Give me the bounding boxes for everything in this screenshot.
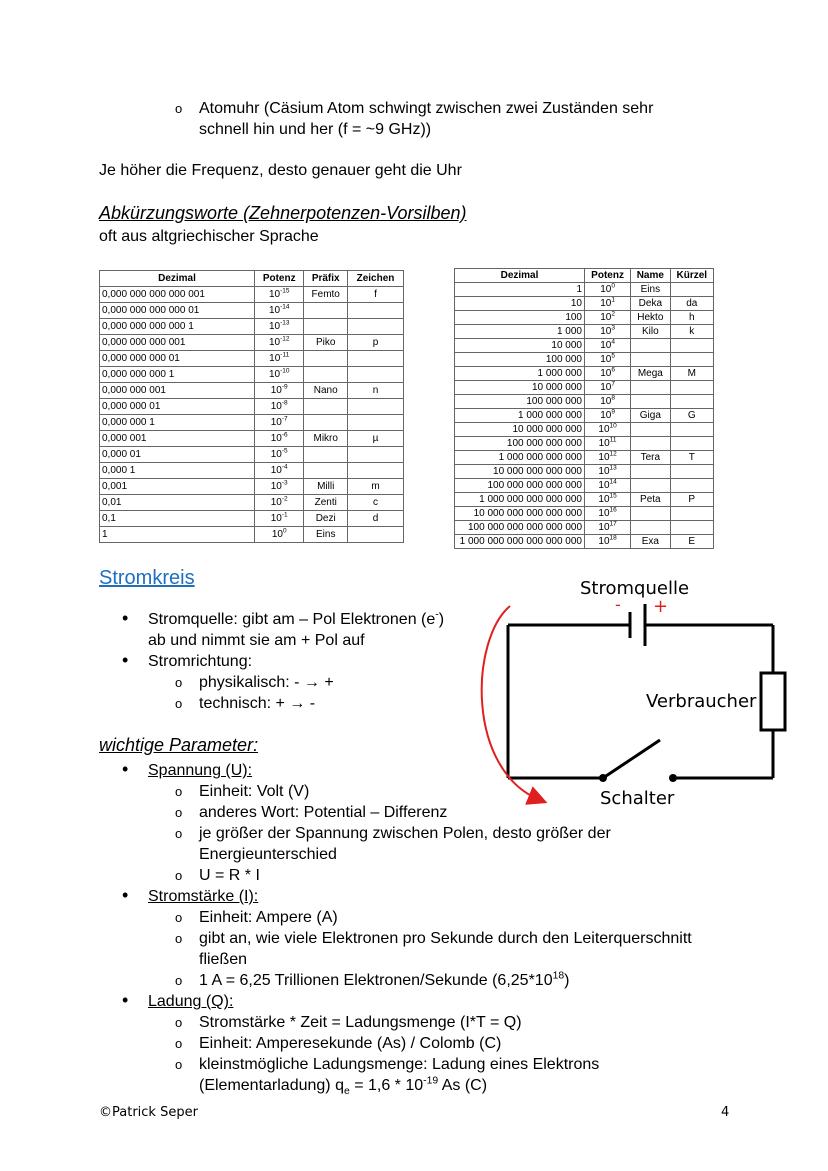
zeichen-cell bbox=[348, 399, 404, 415]
circle-bullet-icon: o bbox=[175, 868, 183, 883]
bullet-icon: • bbox=[122, 650, 129, 670]
praefix-cell: Nano bbox=[304, 383, 348, 399]
dezimal-cell: 0,000 000 000 000 1 bbox=[100, 319, 255, 335]
circle-bullet-icon: o bbox=[175, 1015, 183, 1030]
dezimal-cell: 10 000 000 bbox=[455, 381, 585, 395]
dezimal-cell: 0,01 bbox=[100, 495, 255, 511]
potenz-cell: $10^{13}$ bbox=[585, 465, 631, 479]
dezimal-cell: 0,1 bbox=[100, 511, 255, 527]
potenz-cell: $10^{18}$ bbox=[585, 535, 631, 549]
dezimal-cell: 0,000 1 bbox=[100, 463, 255, 479]
dezimal-cell: 10 bbox=[455, 297, 585, 311]
header-zeichen: Zeichen bbox=[348, 271, 404, 287]
table-row bbox=[100, 431, 404, 447]
consumer-resistor bbox=[761, 673, 785, 730]
zeichen-cell bbox=[348, 351, 404, 367]
name-cell: Exa bbox=[631, 535, 670, 549]
kuerzel-cell bbox=[670, 395, 713, 409]
dezimal-cell: 1 000 000 000 000 bbox=[455, 451, 585, 465]
table-row bbox=[100, 447, 404, 463]
dezimal-cell: 0,000 000 000 001 bbox=[100, 335, 255, 351]
stromkreis-heading: Stromkreis bbox=[99, 567, 195, 589]
praefix-cell bbox=[304, 319, 348, 335]
circle-bullet-icon: o bbox=[175, 910, 183, 925]
dezimal-cell: 0,000 01 bbox=[100, 447, 255, 463]
table-row bbox=[455, 451, 714, 465]
minus-label: - bbox=[615, 595, 621, 614]
large-prefix-table bbox=[454, 268, 714, 549]
stromrichtung-technisch: technisch: + → - bbox=[199, 695, 316, 712]
zeichen-cell: f bbox=[348, 287, 404, 303]
potenz-cell: $10^{-13}$ bbox=[255, 319, 304, 335]
atomuhr-line2: schnell hin und her (f = ~9 GHz)) bbox=[199, 121, 432, 138]
spannung-groesse: je größer der Spannung zwischen Polen, desto größer der Energieunterschied bbox=[199, 825, 611, 863]
circle-bullet-icon: o bbox=[175, 696, 183, 711]
table-row bbox=[455, 283, 714, 297]
header-potenz: Potenz bbox=[255, 271, 304, 287]
kuerzel-cell bbox=[670, 381, 713, 395]
dezimal-cell: 0,000 000 001 bbox=[100, 383, 255, 399]
dezimal-cell: 1 000 000 bbox=[455, 367, 585, 381]
potenz-cell: $10^{14}$ bbox=[585, 479, 631, 493]
name-cell bbox=[631, 381, 670, 395]
potenz-cell: $10^{-1}$ bbox=[255, 511, 304, 527]
small-prefix-table bbox=[99, 270, 404, 543]
header-kuerzel: Kürzel bbox=[670, 269, 713, 283]
praefix-cell: Zenti bbox=[304, 495, 348, 511]
header-potenz: Potenz bbox=[585, 269, 631, 283]
name-cell: Mega bbox=[631, 367, 670, 381]
zeichen-cell bbox=[348, 463, 404, 479]
table-row bbox=[455, 493, 714, 507]
table-row bbox=[455, 507, 714, 521]
kuerzel-cell: P bbox=[670, 493, 713, 507]
name-cell: Tera bbox=[631, 451, 670, 465]
table-row bbox=[455, 479, 714, 493]
stromrichtung-item: Stromrichtung: bbox=[148, 653, 253, 670]
dezimal-cell: 0,000 000 1 bbox=[100, 415, 255, 431]
kuerzel-cell bbox=[670, 423, 713, 437]
header-name: Name bbox=[631, 269, 670, 283]
potenz-cell: $10^{-4}$ bbox=[255, 463, 304, 479]
dezimal-cell: 100 000 000 bbox=[455, 395, 585, 409]
dezimal-cell: 10 000 000 000 000 bbox=[455, 465, 585, 479]
potenz-cell: $10^{16}$ bbox=[585, 507, 631, 521]
frequency-statement: Je höher die Frequenz, desto genauer geht die Uhr bbox=[99, 162, 462, 179]
zeichen-cell bbox=[348, 415, 404, 431]
source-label: Stromquelle bbox=[580, 578, 690, 599]
kuerzel-cell bbox=[670, 353, 713, 367]
dezimal-cell: 0,000 000 000 000 01 bbox=[100, 303, 255, 319]
kuerzel-cell: da bbox=[670, 297, 713, 311]
praefix-cell: Eins bbox=[304, 527, 348, 543]
name-cell bbox=[631, 465, 670, 479]
dezimal-cell: 10 000 000 000 000 000 bbox=[455, 507, 585, 521]
stromquelle-line2: ab und nimmt sie am + Pol auf bbox=[148, 632, 365, 649]
praefix-cell bbox=[304, 351, 348, 367]
header-praefix: Präfix bbox=[304, 271, 348, 287]
ladung-formel: Stromstärke * Zeit = Ladungsmenge (I*T = Q) bbox=[199, 1014, 522, 1031]
praefix-cell: Dezi bbox=[304, 511, 348, 527]
spannung-title: Spannung (U): bbox=[148, 762, 253, 779]
potenz-cell: $10^8$ bbox=[585, 395, 631, 409]
header-dezimal: Dezimal bbox=[100, 271, 255, 287]
name-cell: Deka bbox=[631, 297, 670, 311]
table-row bbox=[100, 415, 404, 431]
kuerzel-cell bbox=[670, 339, 713, 353]
table-row bbox=[100, 335, 404, 351]
name-cell: Giga bbox=[631, 409, 670, 423]
consumer-label: Verbraucher bbox=[646, 691, 757, 712]
potenz-cell: $10^{-14}$ bbox=[255, 303, 304, 319]
spannung-einheit: Einheit: Volt (V) bbox=[199, 783, 310, 800]
kuerzel-cell bbox=[670, 521, 713, 535]
zeichen-cell: m bbox=[348, 479, 404, 495]
kuerzel-cell: h bbox=[670, 311, 713, 325]
name-cell bbox=[631, 437, 670, 451]
dezimal-cell: 1 000 bbox=[455, 325, 585, 339]
potenz-cell: $10^{-12}$ bbox=[255, 335, 304, 351]
dezimal-cell: 100 000 bbox=[455, 353, 585, 367]
dezimal-cell: 1 000 000 000 000 000 bbox=[455, 493, 585, 507]
prefix-heading: Abkürzungsworte (Zehnerpotenzen-Vorsilben) bbox=[99, 203, 467, 223]
table-row bbox=[455, 465, 714, 479]
praefix-cell: Milli bbox=[304, 479, 348, 495]
name-cell: Peta bbox=[631, 493, 670, 507]
kuerzel-cell bbox=[670, 465, 713, 479]
potenz-cell: $10^{-8}$ bbox=[255, 399, 304, 415]
table-row bbox=[100, 287, 404, 303]
current-direction-arrow bbox=[482, 606, 540, 800]
zeichen-cell bbox=[348, 527, 404, 543]
table-row bbox=[100, 303, 404, 319]
plus-label: + bbox=[653, 596, 669, 617]
praefix-cell bbox=[304, 415, 348, 431]
bullet-icon: • bbox=[122, 885, 129, 905]
potenz-cell: $10^{15}$ bbox=[585, 493, 631, 507]
potenz-cell: $10^7$ bbox=[585, 381, 631, 395]
potenz-cell: $10^4$ bbox=[585, 339, 631, 353]
name-cell bbox=[631, 423, 670, 437]
battery-symbol bbox=[630, 604, 645, 646]
table-row bbox=[100, 495, 404, 511]
dezimal-cell: 100 000 000 000 bbox=[455, 437, 585, 451]
name-cell bbox=[631, 507, 670, 521]
atomuhr-line1: Atomuhr (Cäsium Atom schwingt zwischen zwei Zuständen sehr bbox=[199, 100, 654, 117]
table-row bbox=[455, 423, 714, 437]
dezimal-cell: 1 bbox=[100, 527, 255, 543]
kuerzel-cell bbox=[670, 479, 713, 493]
atomuhr-item bbox=[199, 98, 653, 140]
table-header-row bbox=[455, 269, 714, 283]
table-row bbox=[455, 339, 714, 353]
switch-label: Schalter bbox=[600, 788, 675, 809]
praefix-cell: Mikro bbox=[304, 431, 348, 447]
praefix-cell: Piko bbox=[304, 335, 348, 351]
dezimal-cell: 0,000 000 000 01 bbox=[100, 351, 255, 367]
stromstaerke-definition: gibt an, wie viele Elektronen pro Sekunde durch den Leiterquerschnitt fließen bbox=[199, 930, 692, 968]
stromquelle-line1: Stromquelle: gibt am – Pol Elektronen (e-) bbox=[148, 609, 445, 628]
potenz-cell: $10^2$ bbox=[585, 311, 631, 325]
ladung-title: Ladung (Q): bbox=[148, 993, 234, 1010]
ladung-einheit: Einheit: Amperesekunde (As) / Colomb (C) bbox=[199, 1035, 502, 1052]
potenz-cell: $10^9$ bbox=[585, 409, 631, 423]
table-row bbox=[455, 395, 714, 409]
dezimal-cell: 0,000 000 000 1 bbox=[100, 367, 255, 383]
zeichen-cell bbox=[348, 447, 404, 463]
header-dezimal: Dezimal bbox=[455, 269, 585, 283]
praefix-cell: Femto bbox=[304, 287, 348, 303]
circle-bullet-icon: o bbox=[175, 805, 183, 820]
dezimal-cell: 0,000 000 01 bbox=[100, 399, 255, 415]
table-row bbox=[455, 297, 714, 311]
kuerzel-cell bbox=[670, 507, 713, 521]
circle-bullet-icon: o bbox=[175, 675, 183, 690]
kuerzel-cell: T bbox=[670, 451, 713, 465]
dezimal-cell: 10 000 000 000 bbox=[455, 423, 585, 437]
stromrichtung-physikalisch: physikalisch: - → + bbox=[199, 674, 334, 691]
praefix-cell bbox=[304, 399, 348, 415]
kuerzel-cell bbox=[670, 283, 713, 297]
kuerzel-cell bbox=[670, 437, 713, 451]
name-cell: Hekto bbox=[631, 311, 670, 325]
zeichen-cell: c bbox=[348, 495, 404, 511]
potenz-cell: $10^{-6}$ bbox=[255, 431, 304, 447]
name-cell bbox=[631, 353, 670, 367]
dezimal-cell: 0,001 bbox=[100, 479, 255, 495]
zeichen-cell bbox=[348, 367, 404, 383]
praefix-cell bbox=[304, 367, 348, 383]
name-cell bbox=[631, 339, 670, 353]
table-row bbox=[455, 535, 714, 549]
table-row bbox=[100, 383, 404, 399]
parameters-heading: wichtige Parameter: bbox=[99, 735, 259, 755]
potenz-cell: $10^0$ bbox=[255, 527, 304, 543]
dezimal-cell: 100 000 000 000 000 000 bbox=[455, 521, 585, 535]
circle-bullet-icon: o bbox=[175, 101, 183, 116]
potenz-cell: $10^3$ bbox=[585, 325, 631, 339]
bullet-icon: • bbox=[122, 608, 129, 628]
table-row bbox=[100, 527, 404, 543]
circle-bullet-icon: o bbox=[175, 931, 183, 946]
dezimal-cell: 0,000 001 bbox=[100, 431, 255, 447]
footer-author: ©Patrick Seper bbox=[99, 1105, 198, 1120]
kuerzel-cell: k bbox=[670, 325, 713, 339]
praefix-cell bbox=[304, 303, 348, 319]
table-row bbox=[100, 319, 404, 335]
zeichen-cell bbox=[348, 319, 404, 335]
circle-bullet-icon: o bbox=[175, 784, 183, 799]
table-row bbox=[100, 399, 404, 415]
name-cell: Kilo bbox=[631, 325, 670, 339]
table-row bbox=[455, 311, 714, 325]
spannung-formel: U = R * I bbox=[199, 867, 260, 884]
kuerzel-cell: E bbox=[670, 535, 713, 549]
praefix-cell bbox=[304, 463, 348, 479]
ladung-elementar: kleinstmögliche Ladungsmenge: Ladung eines Elektrons (Elementarladung) $q_e = 1,6 * 10^{-19}$ As (C) bbox=[199, 1056, 600, 1098]
table-row bbox=[100, 511, 404, 527]
table-row bbox=[100, 351, 404, 367]
potenz-cell: $10^5$ bbox=[585, 353, 631, 367]
stromstaerke-einheit: Einheit: Ampere (A) bbox=[199, 909, 338, 926]
stromstaerke-title: Stromstärke (I): bbox=[148, 888, 259, 905]
dezimal-cell: 10 000 bbox=[455, 339, 585, 353]
switch-symbol bbox=[599, 740, 677, 782]
potenz-cell: $10^{-2}$ bbox=[255, 495, 304, 511]
table-row bbox=[455, 353, 714, 367]
bullet-icon: • bbox=[122, 759, 129, 779]
circle-bullet-icon: o bbox=[175, 1036, 183, 1051]
prefix-subtitle: oft aus altgriechischer Sprache bbox=[99, 228, 319, 245]
zeichen-cell: µ bbox=[348, 431, 404, 447]
table-row bbox=[100, 367, 404, 383]
stromstaerke-ampere: 1 A = 6,25 Trillionen Elektronen/Sekunde $(6,25*10^{18})$ bbox=[199, 970, 570, 989]
page-number: 4 bbox=[721, 1105, 730, 1120]
potenz-cell: $10^{17}$ bbox=[585, 521, 631, 535]
potenz-cell: $10^{-3}$ bbox=[255, 479, 304, 495]
potenz-cell: $10^6$ bbox=[585, 367, 631, 381]
dezimal-cell: 0,000 000 000 000 001 bbox=[100, 287, 255, 303]
dezimal-cell: 1 bbox=[455, 283, 585, 297]
stromquelle-item bbox=[148, 609, 444, 651]
name-cell bbox=[631, 395, 670, 409]
table-header-row bbox=[100, 271, 404, 287]
potenz-cell: $10^{-7}$ bbox=[255, 415, 304, 431]
potenz-cell: $10^1$ bbox=[585, 297, 631, 311]
bullet-icon: • bbox=[122, 990, 129, 1010]
potenz-cell: $10^{-9}$ bbox=[255, 383, 304, 399]
circle-bullet-icon: o bbox=[175, 973, 183, 988]
table-row bbox=[455, 437, 714, 451]
dezimal-cell: 100 bbox=[455, 311, 585, 325]
table-row bbox=[455, 367, 714, 381]
zeichen-cell: d bbox=[348, 511, 404, 527]
zeichen-cell bbox=[348, 303, 404, 319]
circuit-diagram bbox=[470, 570, 800, 820]
potenz-cell: $10^{-15}$ bbox=[255, 287, 304, 303]
dezimal-cell: 1 000 000 000 000 000 000 bbox=[455, 535, 585, 549]
table-row bbox=[455, 381, 714, 395]
potenz-cell: $10^{11}$ bbox=[585, 437, 631, 451]
circle-bullet-icon: o bbox=[175, 1057, 183, 1072]
potenz-cell: $10^{-5}$ bbox=[255, 447, 304, 463]
potenz-cell: $10^{-11}$ bbox=[255, 351, 304, 367]
zeichen-cell: n bbox=[348, 383, 404, 399]
table-row bbox=[100, 479, 404, 495]
table-row bbox=[455, 521, 714, 535]
name-cell bbox=[631, 521, 670, 535]
dezimal-cell: 100 000 000 000 000 bbox=[455, 479, 585, 493]
spannung-wort: anderes Wort: Potential – Differenz bbox=[199, 804, 448, 821]
kuerzel-cell: M bbox=[670, 367, 713, 381]
potenz-cell: $10^0$ bbox=[585, 283, 631, 297]
circle-bullet-icon: o bbox=[175, 826, 183, 841]
potenz-cell: $10^{-10}$ bbox=[255, 367, 304, 383]
table-row bbox=[100, 463, 404, 479]
kuerzel-cell: G bbox=[670, 409, 713, 423]
praefix-cell bbox=[304, 447, 348, 463]
potenz-cell: $10^{10}$ bbox=[585, 423, 631, 437]
potenz-cell: $10^{12}$ bbox=[585, 451, 631, 465]
name-cell: Eins bbox=[631, 283, 670, 297]
name-cell bbox=[631, 479, 670, 493]
table-row bbox=[455, 409, 714, 423]
table-row bbox=[455, 325, 714, 339]
zeichen-cell: p bbox=[348, 335, 404, 351]
dezimal-cell: 1 000 000 000 bbox=[455, 409, 585, 423]
